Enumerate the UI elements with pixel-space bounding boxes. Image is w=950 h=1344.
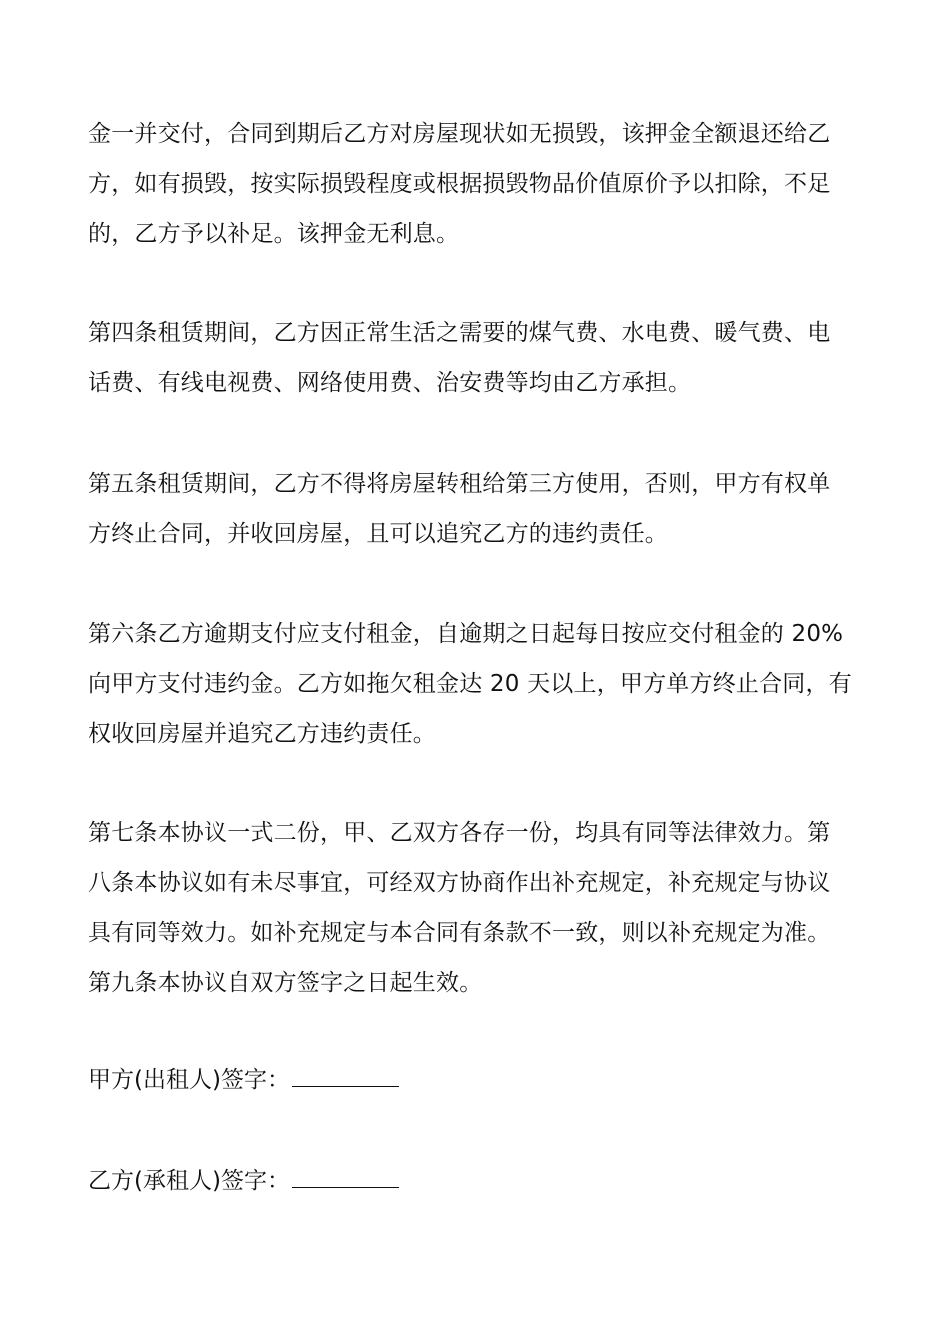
text-line: 方，如有损毁，按实际损毁程度或根据损毁物品价值原价予以扣除，不足 — [88, 171, 831, 197]
text-line: 话费、有线电视费、网络使用费、治安费等均由乙方承担。 — [88, 370, 692, 396]
signature-party-a-blank[interactable] — [292, 1064, 399, 1087]
text-line: 金一并交付，合同到期后乙方对房屋现状如无损毁，该押金全额退还给乙 — [88, 121, 831, 147]
text-line: 权收回房屋并追究乙方违约责任。 — [88, 721, 436, 747]
text-line: 第五条租赁期间，乙方不得将房屋转租给第三方使用，否则，甲方有权单 — [88, 471, 831, 497]
paragraph-article-6 — [88, 609, 868, 759]
signature-party-a-label: 甲方(出租人)签字： — [88, 1067, 290, 1093]
text-line: 第六条乙方逾期支付应支付租金，自逾期之日起每日按应交付租金的 20% — [88, 621, 844, 647]
paragraph-deposit — [88, 109, 868, 259]
signature-party-a — [88, 1055, 399, 1105]
paragraph-article-5 — [88, 459, 868, 559]
signature-party-b-label: 乙方(承租人)签字： — [88, 1168, 290, 1194]
paragraph-article-7-9 — [88, 808, 868, 1008]
text-line: 第四条租赁期间，乙方因正常生活之需要的煤气费、水电费、暖气费、电 — [88, 320, 831, 346]
paragraph-article-4 — [88, 308, 868, 408]
signature-party-b — [88, 1156, 399, 1206]
text-line: 第七条本协议一式二份，甲、乙双方各存一份，均具有同等法律效力。第 — [88, 820, 831, 846]
text-line: 向甲方支付违约金。乙方如拖欠租金达 20 天以上，甲方单方终止合同，有 — [88, 671, 852, 697]
text-line: 第九条本协议自双方签字之日起生效。 — [88, 970, 483, 996]
text-line: 八条本协议如有未尽事宜，可经双方协商作出补充规定，补充规定与协议 — [88, 870, 831, 896]
text-line: 方终止合同，并收回房屋，且可以追究乙方的违约责任。 — [88, 521, 668, 547]
text-line: 具有同等效力。如补充规定与本合同有条款不一致，则以补充规定为准。 — [88, 920, 831, 946]
text-line: 的，乙方予以补足。该押金无利息。 — [88, 221, 460, 247]
signature-party-b-blank[interactable] — [292, 1165, 399, 1188]
